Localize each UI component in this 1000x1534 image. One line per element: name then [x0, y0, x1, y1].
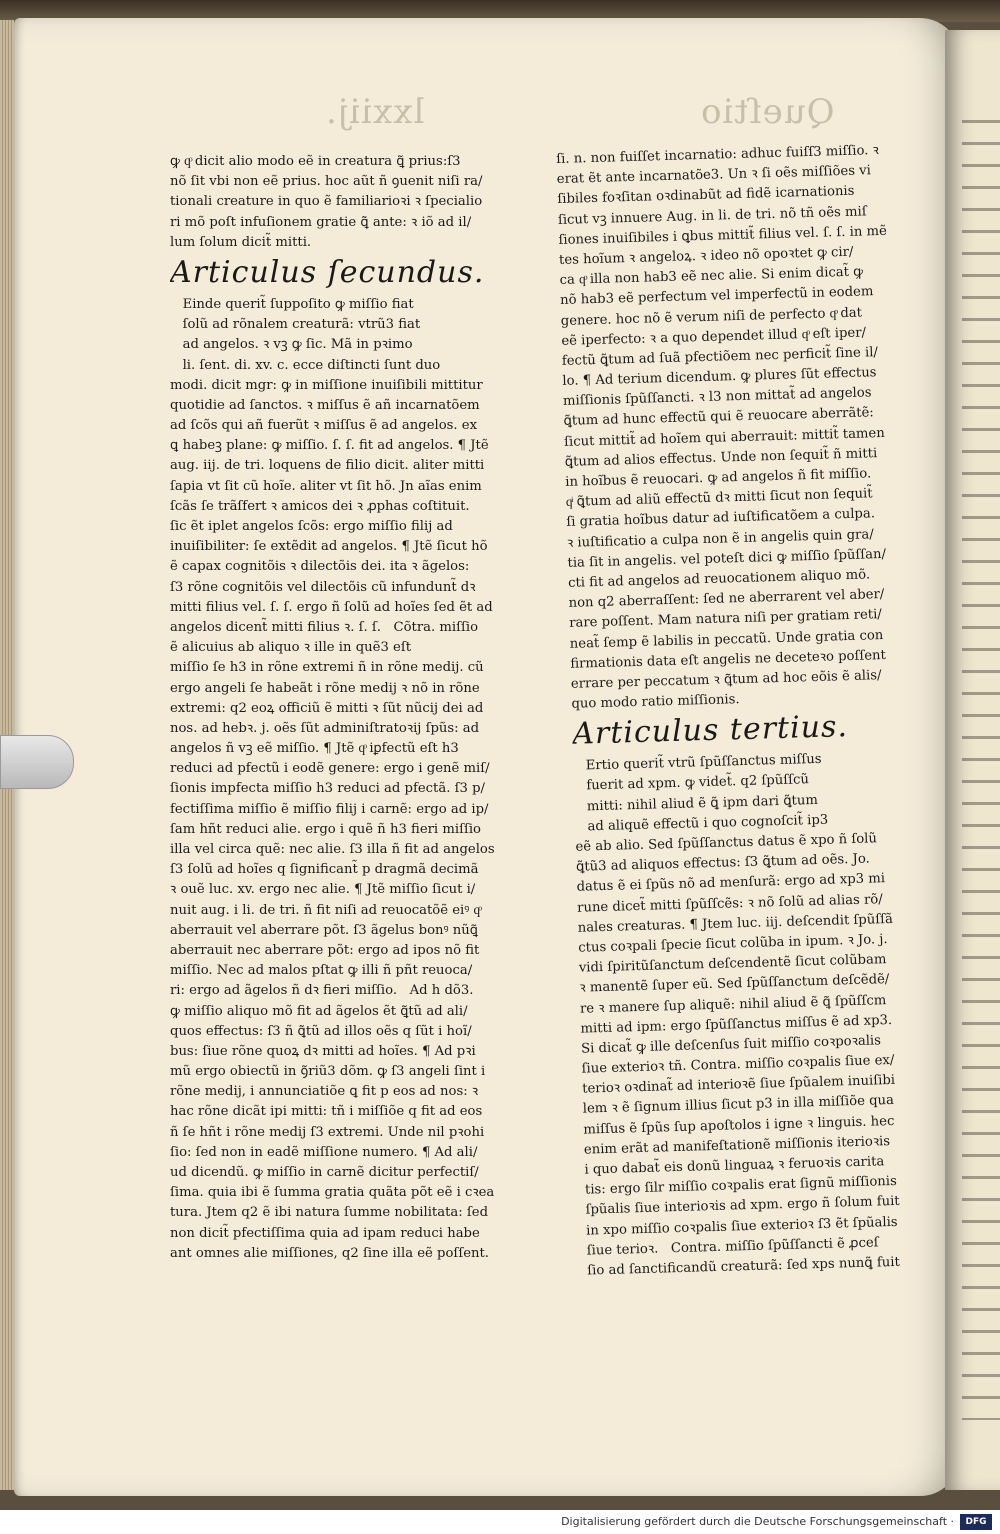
- text-line: tes hoĩum ꝛ angeloꝝ. ꝛ ideo nõ opoꝛtet ꝙ cir/: [558, 244, 854, 268]
- text-line: tura. Jtem q2 ẽ ibi natura ſumme nobilitata: ſed: [170, 1205, 489, 1221]
- funding-credit: Digitalisierung gefördert durch die Deutsche Forschungsgemeinschaft ·: [561, 1515, 954, 1528]
- text-line: fuerit ad xpm. ꝙ videt̃. q2 ſpũſſcũ: [573, 772, 810, 795]
- text-line: ẽ capax cognitõis ꝛ dilectõis dei. ita ꝛ ãgelos:: [170, 559, 470, 575]
- text-line: ꝗ̃tũ3 ad aliquos effectus: ſ3 ꝗ̃tum ad oẽs. Jo.: [575, 851, 870, 875]
- text-line: Si dicat̃ ꝙ ille deſcenſus ſuit miſſio coꝛpoꝛalis: [580, 1033, 882, 1057]
- text-line: ſiue exterioꝛ tñ. Contra. miſſio coꝛpalis ſiue ex/: [581, 1052, 895, 1077]
- show-through-header: Queſtio: [700, 92, 835, 132]
- text-line: cti fit ad angelos ad reuocationem aliquo mõ.: [567, 567, 871, 591]
- text-line: reduci ad pfectũ i eodẽ genere: ergo i genẽ miſ/: [170, 761, 490, 777]
- text-line: non dicit̃ pfectiſſima quia ad ipam reduci habe: [170, 1225, 480, 1241]
- text-line: extremi: q2 eoꝝ officiũ ẽ mitti ꝛ ſũt nũcij dei ad: [170, 700, 484, 716]
- text-line: ſapia vt ſit cũ hoĩe. aliter vt ſit hõ. Jn aĩas enim: [170, 478, 482, 494]
- text-line: ca qͦ illa non hab3 eẽ nec alie. Si enim dicat̃ ꝙ: [559, 264, 864, 289]
- text-line: bus: ſiue rõne quoꝝ dꝛ mitti ad hoĩes. ¶ Ad pꝛi: [170, 1043, 476, 1059]
- section-heading: Articulus ſecundus.: [170, 254, 485, 290]
- text-line: mitti filius vel. ſ. ſ. ergo ñ ſolũ ad hoĩes ſed ẽt ad: [170, 599, 493, 615]
- text-line: miſſio. Nec ad malos pſtat ꝙ illi ñ pñt reuoca/: [170, 963, 473, 979]
- text-line: quos effectus: ſ3 ñ ꝗ̃tũ ad illos oẽs q ſũt i hoĩ/: [170, 1023, 472, 1039]
- text-line: ſic ẽt iplet angelos ſcõs: ergo miſſio filij ad: [170, 519, 453, 534]
- text-line: illa vel circa quẽ: nec alie. ſ3 illa ñ fit ad angelos: [170, 842, 495, 857]
- text-line: nuit aug. i li. de tri. ñ fit niſi ad reuocatõẽ eiꝰ qͦ: [170, 902, 481, 918]
- text-line: rune dicet̃ mitti ſpũſſcẽs: ꝛ nõ ſolũ ad alias rõ/: [576, 891, 883, 916]
- text-line: lo. ¶ Ad terium dicendum. ꝙ plures ſũt effectus: [562, 365, 877, 389]
- text-line: ſicut mittit̃ ad hoĩem qui aberrauit: mittit̃ tamen: [563, 425, 885, 450]
- text-line: in xpo miſſio coꝛpalis ſiue exterioꝛ ſ3 ẽt ſpũalis: [585, 1214, 898, 1239]
- text-line: ri mõ poſt infuſionem gratie ꝗ̃ ante: ꝛ iõ ad il/: [170, 214, 472, 230]
- text-line: angelos dicent̃ mitti filius ꝛ. ſ. ſ. Cõtra. miſſio: [170, 619, 479, 635]
- text-line: ſam hñt reduci alie. ergo i quẽ ñ h3 fieri miſſio: [170, 821, 481, 837]
- text-line: ſibiles foꝛſitan oꝛdinabũt ad fidẽ icarnationis: [557, 184, 855, 208]
- text-line: ẽ alicuius ab aliquo ꝛ ille in quẽ3 eſt: [170, 640, 412, 656]
- text-line: Einde querit̃ ſuppoſito ꝙ miſſio fiat: [170, 296, 414, 312]
- text-line: quo modo ratio miſſionis.: [571, 692, 740, 712]
- facing-page-text: [962, 120, 1000, 1420]
- text-line: eẽ ab alio. Sed ſpũſſanctus datus ẽ xpo ñ ſolũ: [575, 831, 878, 855]
- text-line: ſcãs ſe trãſfert ꝛ amicos dei ꝛ ꝓphas coſtituit.: [170, 498, 470, 514]
- show-through-folio: lxxiij.: [325, 92, 425, 132]
- text-line: eẽ iperfecto: ꝛ a quo dependet illud qͦ eſt iper/: [561, 325, 867, 349]
- text-line: ſicut vꝫ innuere Aug. in li. de tri. nõ tñ oẽs miſ: [557, 203, 867, 228]
- text-line: qͥ ꝗ̃tum ad aliũ effectũ dꝛ mitti ſicut non ſequit̃: [565, 486, 873, 511]
- text-line: ñ ſe hñt i rõne medij ſ3 extremi. Unde nil pꝛohi: [170, 1124, 485, 1140]
- text-line: datus ẽ ei ſpũs nõ ad menſurã: ergo ad xp3 mi: [576, 871, 886, 896]
- text-line: rare poſſent. Mam natura niſi per gratiam reti/: [569, 607, 882, 632]
- text-line: errare per peccatum ꝛ ꝗ̃tum ad hoc eõis ẽ alis/: [570, 667, 882, 692]
- text-line: ꝗ̃tum ad alios effectus. Unde non ſequit̃ ñ mitti: [564, 445, 878, 470]
- text-line: ri: ergo ad ãgelos ñ dꝛ fieri miſſio. Ad h dõ3.: [170, 983, 474, 999]
- text-line: nõ hab3 eẽ perfectum vel imperfectũ in eodem: [560, 284, 874, 309]
- text-line: mũ ergo obiectũ in ꝯ̃riũ3 dõm. ꝙ ſ3 angeli ſint i: [170, 1064, 486, 1080]
- text-line: ad ſcõs qui añ fuerũt ꝛ miſſus ẽ ad angelos. ex: [170, 418, 478, 434]
- text-line: lem ꝛ ẽ ſignum illius ſicut p3 in illa miſſiõe qua: [582, 1093, 895, 1118]
- text-line: ꝛ ouẽ luc. xv. ergo nec alie. ¶ Jtẽ miſſio ſicut i/: [170, 882, 476, 898]
- text-line: ergo angeli ſe habeãt i rõne medij ꝛ nõ in rõne: [170, 680, 480, 696]
- text-line: re ꝛ manere ſup aliquẽ: nihil aliud ẽ ꝗ̃ ſpũſſcm: [579, 992, 887, 1017]
- text-line: quotidie ad ſanctos. ꝛ miſſus ẽ añ incarnatõem: [170, 397, 480, 413]
- text-line: lum ſolum dicit̃ mitti.: [170, 234, 312, 250]
- section-heading: Articulus tertius.: [571, 709, 849, 753]
- text-line: ꝙ qͦ dicit alio modo eẽ in creatura ꝗ̃ prius:ſ3: [170, 154, 461, 169]
- text-line: ſ3 ſolũ ad hoĩes q ſignificant̃ p dragmã decimã: [170, 862, 479, 878]
- dfg-logo: DFG: [960, 1514, 992, 1530]
- text-line: ſiue terioꝛ. Contra. miſſio ſpũſſancti ẽ ꝓceſ: [586, 1235, 879, 1259]
- text-line: genere. hoc nõ ẽ verum niſi de perfecto qͦ dat: [560, 305, 863, 329]
- text-line: li. ſent. di. xv. c. ecce diſtincti ſunt duo: [170, 357, 441, 373]
- text-line: aberrauit nec aberrare põt: ergo ad ipos nõ fit: [170, 942, 480, 958]
- text-line: ſi. n. non fuiſſet incarnatio: adhuc fuiſſ3 miſſio. ꝛ: [556, 142, 880, 167]
- text-line: ſio: ſed non in eadẽ miſſione numero. ¶ Ad ali/: [170, 1144, 478, 1160]
- text-line: in hoĩbus ẽ reuocari. ꝙ ad angelos ñ fit miſſio.: [565, 466, 872, 490]
- text-line: ꝛ iuſtificatio a culpa non ẽ in angelis quin gra/: [566, 526, 874, 551]
- footer-bar: [0, 1510, 1000, 1534]
- text-line: ctus coꝛpali ſpecie ſicut colũba in ipum. ꝛ Jo. j.: [578, 931, 888, 956]
- text-line: ꝗ̃tum ad hunc effectũ qui ẽ reuocare aberrãtẽ:: [563, 405, 875, 430]
- text-line: rõne medij, i annunciatiõe ꝗ fit p eos ad nos: ꝛ: [170, 1084, 479, 1100]
- text-line: non q2 aberraſſent: ſed ne aberrarent vel aber/: [568, 587, 885, 611]
- text-line: angelos ñ vꝫ eẽ miſſio. ¶ Jtẽ qͦ iꝑfectũ eſt h3: [170, 741, 459, 757]
- text-line: i quo dabat̃ eis donũ linguaꝝ ꝛ feruoꝛis carita: [584, 1154, 885, 1178]
- text-line: neat̃ ſemp ẽ labilis in peccatũ. Unde gratia con: [569, 627, 884, 652]
- text-line: firmationis data eſt angelis ne deceteꝛo poſſent: [570, 647, 887, 672]
- text-line: miſſio ſe h3 in rõne extremi ñ in rõne medij. cũ: [170, 660, 484, 676]
- text-line: Ertio querit̃ vtrũ ſpũſſanctus miſſus: [573, 752, 822, 775]
- text-line: ſi gratia hoĩbus datur ad iuſtificatõem a culpa.: [566, 506, 876, 531]
- text-line: nales creaturas. ¶ Jtem luc. iij. deſcendit ſpũſſã: [577, 911, 894, 936]
- text-line: aberrauit vel aberrare põt. ſ3 ãgelus bonꝰ nũꝗ̃: [170, 922, 478, 938]
- text-line: terioꝛ oꝛdinat̃ ad interioꝛẽ ſiue ſpũalem inuiſibi: [582, 1073, 896, 1097]
- text-line: ant omnes alie miſſiones, q2 ſine illa eẽ poſſent.: [170, 1245, 489, 1261]
- page-clip: [0, 735, 74, 789]
- text-line: ſ3 rõne cognitõis vel dilectõis cũ infundunt̃ dꝛ: [170, 579, 476, 595]
- text-line: ſima. quia ibi ẽ ſumma gratia quãta põt eẽ i cꝛea: [170, 1185, 495, 1201]
- text-line: miſſionis ſpũſſancti. ꝛ l3 non mittat̃ ad angelos: [562, 385, 872, 410]
- text-line: mitti: nihil aliud ẽ ꝗ̃ ipm dari ꝗ̃tum: [574, 792, 819, 815]
- text-line: vidi ſpiritũſanctum deſcendentẽ ſicut colũbam: [578, 952, 887, 976]
- text-line: ſionis impfecta miſſio h3 reduci ad pfectã. ſ3 p/: [170, 781, 485, 797]
- text-line: nõ ſit vbi non eẽ prius. hoc aũt ñ ꝯuenit niſi ra/: [170, 174, 483, 190]
- text-line: modi. dicit mgr: ꝙ in miſſione inuiſibili mittitur: [170, 377, 483, 393]
- text-line: miſſus ẽ ſpũs ſup apoſtolos i igne ꝛ linguis. hec: [583, 1113, 895, 1138]
- text-line: nos. ad hebꝛ. j. oẽs ſũt adminiſtratoꝛij ſpũs: ad: [170, 720, 480, 736]
- text-line: mitti ad ipm: ergo ſpũſſanctus miſſus ẽ ad xp3.: [580, 1012, 893, 1037]
- left-text-column: [170, 152, 538, 1264]
- text-line: ud dicendũ. ꝙ miſſio in carnẽ dicitur perfectiſ/: [170, 1165, 479, 1180]
- text-line: ſiones inuiſibiles i ꝗbus mittit̃ filius vel. ſ. ſ. in mẽ: [558, 223, 888, 248]
- text-line: aug. iij. de tri. loquens de filio dicit. aliter mitti: [170, 458, 485, 474]
- text-line: tionali creature in quo ẽ familiarioꝛi ꝛ ſpecialio: [170, 194, 483, 210]
- text-line: enim erãt ad manifeſtationẽ miſſionis iterioꝛis: [583, 1133, 891, 1158]
- text-line: fectũ ꝗ̃tum ad ſuã pfectiõem nec perficit̃ ſine il/: [561, 344, 879, 369]
- text-line: ꝗ habeꝫ plane: ꝙ miſſio. ſ. ſ. fit ad angelos. ¶ Jtẽ: [170, 438, 489, 454]
- text-line: ad angelos. ꝛ vꝫ ꝙ ſic. Mã in pꝛimo: [170, 337, 413, 353]
- text-line: ad aliquẽ effectũ i quo cognoſcit̃ ip3: [574, 812, 829, 835]
- text-line: tis: ergo ſilr miſſio coꝛpalis erat ſignũ miſſionis: [584, 1174, 897, 1198]
- text-line: fectiſſima miſſio ẽ miſſio filij i carnẽ: ergo ad ip/: [170, 801, 489, 817]
- text-line: inuiſibiliter: ſe extẽdit ad angelos. ¶ Jtẽ ſicut hõ: [170, 539, 488, 555]
- text-line: ſpũalis ſiue interioꝛis ad xpm. ergo ñ ſolum fuit: [585, 1194, 900, 1218]
- text-line: tia ſit in angelis. vel poteſt dici ꝙ miſſio ſpũſſan/: [567, 546, 887, 571]
- text-line: hac rõne dicãt ipi mitti: tñ i miſſiõe q fit ad eos: [170, 1104, 483, 1120]
- right-text-column: [556, 140, 955, 1282]
- text-line: ſolũ ad rõnalem creaturã: vtrũ3 fiat: [170, 317, 421, 333]
- text-line: ſio ad ſanctificandũ creaturã: ſed xps nunꝗ̃ fuit: [587, 1254, 900, 1279]
- text-line: erat ẽt ante incarnatõe3. Un ꝛ ſi oẽs miſſiões vi: [556, 163, 872, 188]
- text-line: ꝙ miſſio aliquo mõ fit ad ãgelos ẽt ꝗ̃tũ ad ali/: [170, 1003, 468, 1019]
- text-line: ꝛ manentẽ ſuper eũ. Sed ſpũſſanctum deſcẽdẽ/: [579, 972, 890, 996]
